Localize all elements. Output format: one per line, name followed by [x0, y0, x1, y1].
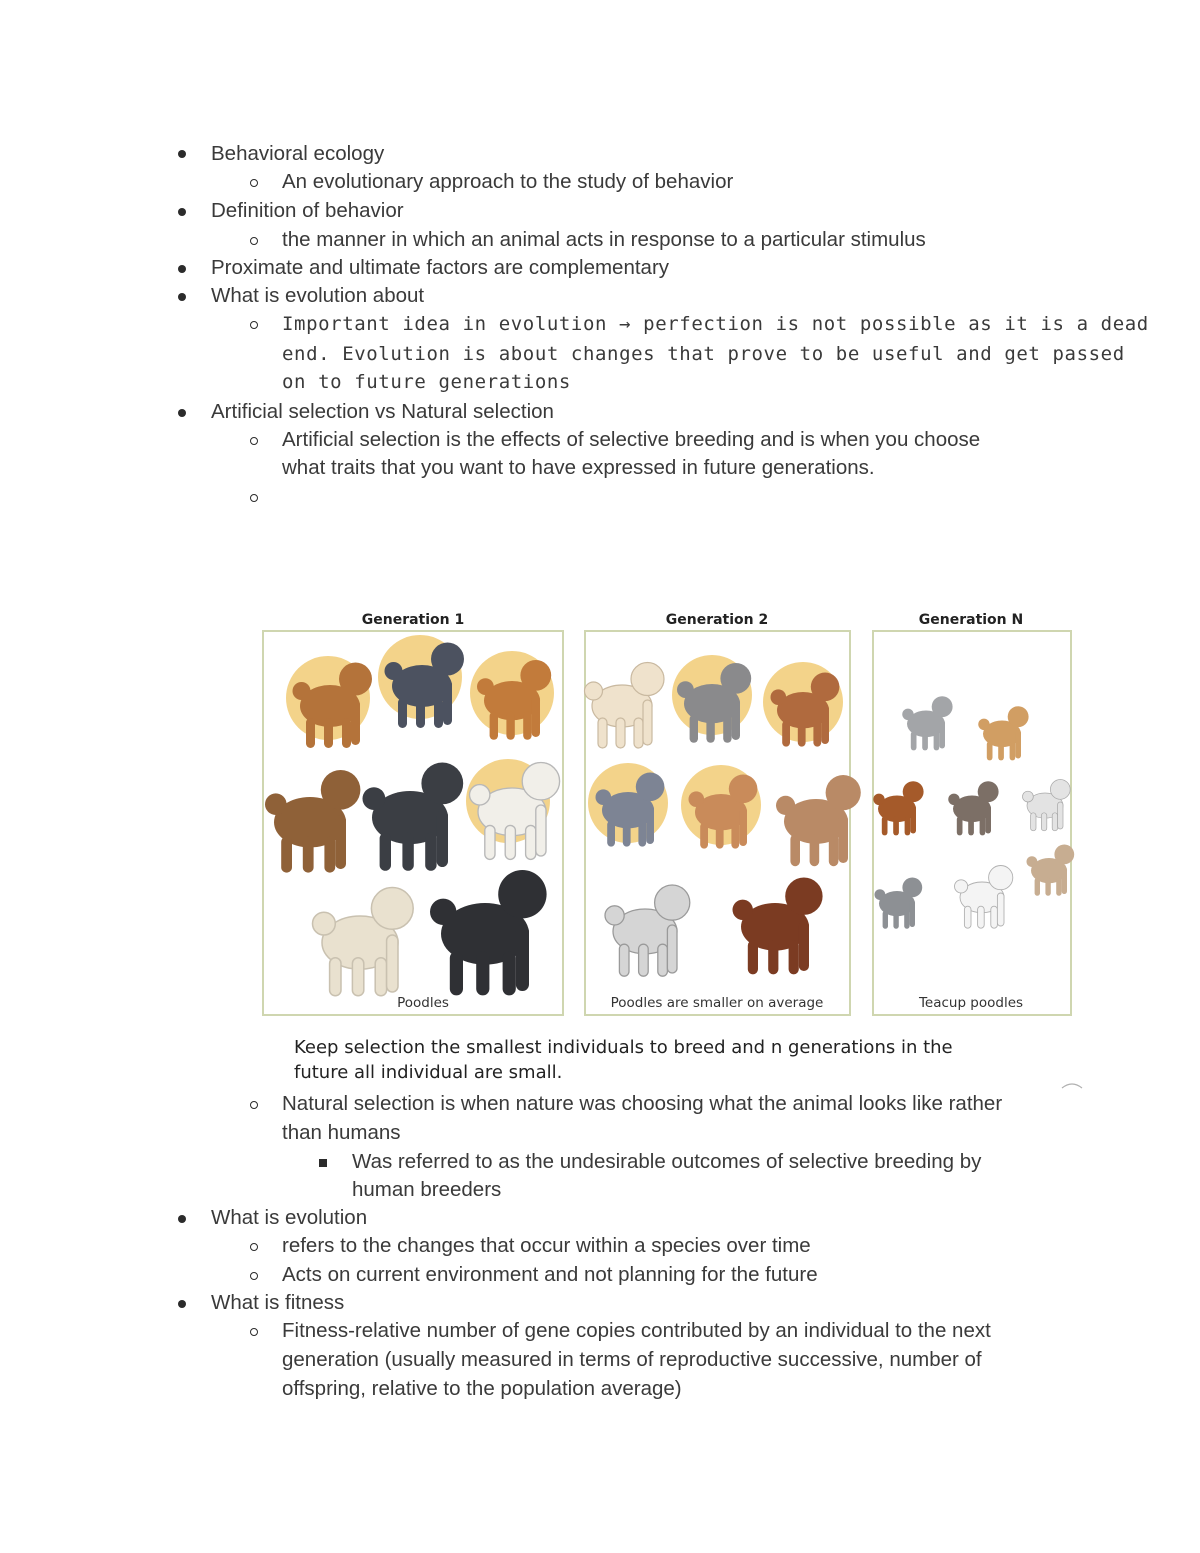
- bullet-circle-icon: [250, 237, 258, 245]
- bullet-circle-icon: [250, 1272, 258, 1280]
- bullet-dot-icon: [178, 150, 186, 158]
- list-item: Definition of behavior: [211, 199, 404, 222]
- bullet-circle-icon: [250, 494, 258, 502]
- list-item: Artificial selection vs Natural selection: [211, 400, 554, 423]
- list-item-line: what traits that you want to have expressed in future generations.: [282, 456, 875, 479]
- list-item-line: Fitness-relative number of gene copies contributed by an individual to the next: [282, 1319, 991, 1342]
- bullet-circle-icon: [250, 437, 258, 445]
- bullet-dot-icon: [178, 409, 186, 417]
- bullet-circle-icon: [250, 1328, 258, 1336]
- list-item-line: human breeders: [352, 1178, 502, 1201]
- list-item-line: generation (usually measured in terms of reproductive successive, number of: [282, 1348, 982, 1371]
- bullet-circle-icon: [250, 1243, 258, 1251]
- bullet-circle-icon: [250, 1101, 258, 1109]
- bullet-dot-icon: [178, 265, 186, 273]
- list-item: Acts on current environment and not planning for the future: [282, 1263, 818, 1286]
- list-item: What is evolution: [211, 1206, 368, 1229]
- figure-caption-line: future all individual are small.: [294, 1062, 563, 1083]
- bullet-dot-icon: [178, 1215, 186, 1223]
- list-item-line: end. Evolution is about changes that prove to be useful and get passed: [282, 343, 1125, 365]
- panel-label: Poodles are smaller on average: [610, 995, 824, 1011]
- panel-title: Generation 1: [361, 612, 465, 628]
- bullet-dot-icon: [178, 1300, 186, 1308]
- scroll-arc-icon: [1060, 1080, 1084, 1090]
- bullet-dot-icon: [178, 208, 186, 216]
- list-item: What is fitness: [211, 1291, 345, 1314]
- list-item-line: than humans: [282, 1121, 401, 1144]
- bullet-circle-icon: [250, 321, 258, 329]
- list-item-line: Important idea in evolution → perfection is not possible as it is a dead: [282, 313, 1149, 335]
- list-item-line: on to future generations: [282, 371, 571, 393]
- bullet-square-icon: [319, 1159, 327, 1167]
- poodle-selection-figure: [250, 605, 1090, 1020]
- list-item-line: offspring, relative to the population average): [282, 1377, 682, 1400]
- list-item-line: Artificial selection is the effects of selective breeding and is when you choose: [282, 428, 981, 451]
- list-item-line: Natural selection is when nature was choosing what the animal looks like rather: [282, 1092, 1003, 1115]
- list-item: Proximate and ultimate factors are complementary: [211, 256, 670, 279]
- list-item: Behavioral ecology: [211, 142, 385, 165]
- figure-caption-line: Keep selection the smallest individuals to breed and n generations in the: [294, 1037, 953, 1058]
- bullet-circle-icon: [250, 179, 258, 187]
- list-item: What is evolution about: [211, 284, 425, 307]
- list-item-line: Was referred to as the undesirable outcomes of selective breeding by: [352, 1150, 982, 1173]
- panel-title: Generation 2: [665, 612, 769, 628]
- bullet-dot-icon: [178, 293, 186, 301]
- list-item: refers to the changes that occur within a species over time: [282, 1234, 811, 1257]
- list-item: An evolutionary approach to the study of behavior: [282, 170, 734, 193]
- panel-label: Teacup poodles: [918, 995, 1024, 1011]
- panel-title: Generation N: [918, 612, 1024, 628]
- list-item: the manner in which an animal acts in response to a particular stimulus: [282, 228, 926, 251]
- panel-label: Poodles: [397, 995, 449, 1011]
